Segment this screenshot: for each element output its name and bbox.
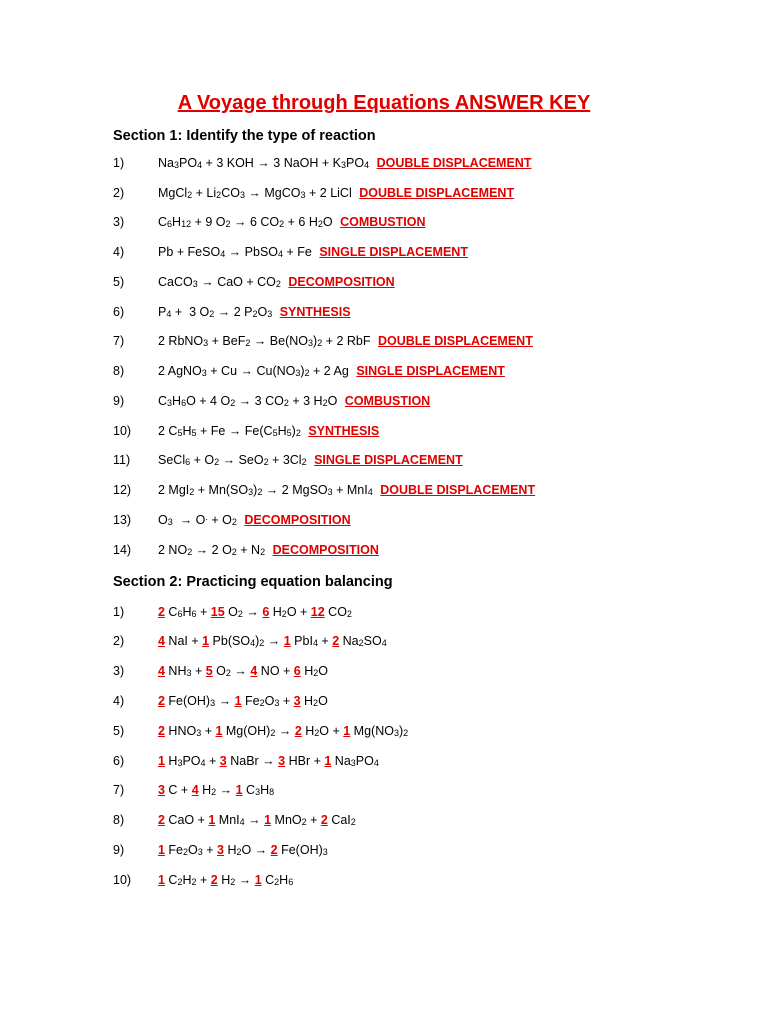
coefficient: 2 — [158, 694, 165, 708]
equation: 2 AgNO$_3$ + $Cu \to Cu(NO_3)_2 + 2$ Ag SINGLE DISPLACEMENT — [158, 364, 505, 378]
answer: SYNTHESIS — [308, 424, 380, 438]
page-title: A Voyage through Equations ANSWER KEY — [177, 92, 591, 114]
equation: 2 $NO_2 \to 2$ $O_2 + N_2$ DECOMPOSITION — [158, 543, 379, 557]
equation: 2 $C_6H_6 + 15$ $O_2 \to 6$ $H_2O + 12$ $CO_2$ — [158, 605, 352, 619]
answer: DOUBLE DISPLACEMENT — [359, 186, 515, 200]
coefficient: 1 — [324, 754, 332, 768]
equation: 2 RbNO$_3$ + $BeF_2 \to Be(NO_3)_2 + 2$ RbF DOUBLE DISPLACEMENT — [158, 334, 533, 348]
item-number: 10) — [113, 424, 132, 438]
item-number: 6) — [113, 305, 125, 319]
item-number: 12) — [113, 483, 132, 497]
coefficient: 4 — [250, 664, 258, 678]
equation: 1 $C_2H_2 + 2$ $H_2 \to 1$ $C_2H_6$ — [158, 873, 294, 887]
coefficient: 6 — [262, 605, 270, 619]
equation: $O_3 \to O^. + O_2$ DECOMPOSITION — [158, 512, 351, 527]
answer: DECOMPOSITION — [288, 275, 395, 289]
equation: 2 $C_5H_5 + Fe \to Fe(C_5H_5)_2$ SYNTHESIS — [158, 424, 380, 438]
item-number: 1) — [113, 156, 125, 170]
answer: DECOMPOSITION — [244, 513, 351, 527]
coefficient: 3 — [217, 843, 224, 857]
item-number: 2) — [113, 634, 125, 648]
item-number: 13) — [113, 513, 132, 527]
answer: DOUBLE DISPLACEMENT — [376, 156, 532, 170]
coefficient: 3 — [293, 694, 301, 708]
coefficient: 3 — [158, 783, 165, 797]
coefficient: 4 — [191, 783, 199, 797]
coefficient: 1 — [234, 694, 242, 708]
coefficient: 3 — [219, 754, 227, 768]
answer: DOUBLE DISPLACEMENT — [380, 483, 536, 497]
equation: 4 $NH_3 + 5$ $O_2 \to 4$ NO + 6 $H_2O$ — [158, 664, 328, 678]
equation: 2 $HNO_3 + 1$ $Mg(OH)_2 \to 2$ $H_2O + 1$ $Mg(NO_3)_2$ — [158, 724, 409, 738]
coefficient: 1 — [264, 813, 272, 827]
equation: $P_4 + 3$ $O_2 \to 2$ $P_2O_3$ SYNTHESIS — [158, 305, 351, 319]
coefficient: 15 — [210, 605, 225, 619]
section-2-heading: Section 2: Practicing equation balancing — [113, 574, 393, 590]
answer: SINGLE DISPLACEMENT — [356, 364, 505, 378]
equation: Pb + FeSO$_4$ → PbSO$_4$ + Fe SINGLE DISPLACEMENT — [158, 245, 468, 259]
answer: DECOMPOSITION — [272, 543, 379, 557]
equation: $Na_3PO_4 + 3$ KOH → 3 NaOH + $K_3PO_4$ DOUBLE DISPLACEMENT — [158, 156, 532, 170]
coefficient: 2 — [158, 605, 165, 619]
item-number: 7) — [113, 783, 125, 797]
coefficient: 2 — [294, 724, 302, 738]
item-number: 14) — [113, 543, 132, 557]
coefficient: 1 — [343, 724, 351, 738]
equation: 4 NaI + 1 $Pb(SO_4)_2 \to 1$ PbI$_4$ + 2 $Na_2SO_4$ — [158, 634, 387, 648]
item-number: 5) — [113, 275, 125, 289]
coefficient: 1 — [254, 873, 262, 887]
answer: SINGLE DISPLACEMENT — [314, 453, 463, 467]
coefficient: 1 — [202, 634, 210, 648]
coefficient: 2 — [158, 813, 165, 827]
answer: SYNTHESIS — [279, 305, 351, 319]
section-1-heading: Section 1: Identify the type of reaction — [113, 128, 376, 144]
equation: SeCl$_6$ + $O_2 \to SeO_2 + 3Cl_2$ SINGLE DISPLACEMENT — [158, 453, 463, 467]
item-number: 8) — [113, 364, 125, 378]
answer: COMBUSTION — [340, 215, 426, 229]
item-number: 6) — [113, 754, 125, 768]
item-number: 7) — [113, 334, 125, 348]
equation: 1 $H_3PO_4 + 3$ NaBr → 3 HBr + 1 $Na_3PO_4$ — [158, 754, 379, 768]
coefficient: 4 — [158, 664, 165, 678]
equation: 2 CaO + 1 MnI$_4$ → 1 MnO$_2$ + 2 CaI$_2$ — [158, 813, 356, 827]
coefficient: 2 — [332, 634, 340, 648]
equation: 3 C + 4 $H_2 \to 1$ $C_3H_8$ — [158, 783, 275, 797]
coefficient: 2 — [270, 843, 278, 857]
coefficient: 6 — [293, 664, 301, 678]
coefficient: 1 — [283, 634, 291, 648]
item-number: 5) — [113, 724, 125, 738]
equation: $C_3H_6O + 4$ $O_2 \to 3$ $CO_2 + 3$ $H_2O$ COMBUSTION — [158, 394, 431, 408]
coefficient: 1 — [208, 813, 216, 827]
equation: 2 $Fe(OH)_3 \to 1$ $Fe_2O_3 + 3$ $H_2O$ — [158, 694, 328, 708]
coefficient: 5 — [205, 664, 213, 678]
coefficient: 2 — [158, 724, 165, 738]
item-number: 4) — [113, 245, 125, 259]
coefficient: 1 — [215, 724, 223, 738]
coefficient: 12 — [310, 605, 325, 619]
item-number: 8) — [113, 813, 125, 827]
coefficient: 4 — [158, 634, 165, 648]
coefficient: 2 — [320, 813, 328, 827]
item-number: 11) — [113, 453, 131, 467]
item-number: 9) — [113, 843, 125, 857]
item-number: 1) — [113, 605, 125, 619]
item-number: 2) — [113, 186, 125, 200]
answer: DOUBLE DISPLACEMENT — [377, 334, 533, 348]
answer: COMBUSTION — [344, 394, 431, 408]
equation: MgCl$_2$ + $Li_2CO_3$ → MgCO$_3$ + 2 LiCl DOUBLE DISPLACEMENT — [158, 186, 515, 200]
item-number: 9) — [113, 394, 125, 408]
item-number: 10) — [113, 873, 132, 887]
item-number: 3) — [113, 215, 125, 229]
coefficient: 1 — [158, 843, 165, 857]
equation: $C_6H_{12} + 9$ $O_2 \to 6$ $CO_2 + 6$ $H_2O$ COMBUSTION — [158, 215, 426, 229]
item-number: 3) — [113, 664, 125, 678]
equation: CaCO$_3$ → CaO + $CO_2$ DECOMPOSITION — [158, 275, 395, 289]
coefficient: 3 — [278, 754, 286, 768]
answer: SINGLE DISPLACEMENT — [319, 245, 468, 259]
coefficient: 1 — [158, 873, 165, 887]
item-number: 4) — [113, 694, 125, 708]
coefficient: 1 — [158, 754, 165, 768]
equation: 1 $Fe_2O_3 + 3$ $H_2O \to 2$ $Fe(OH)_3$ — [158, 843, 328, 857]
equation: 2 $MgI_2 + Mn(SO_3)_2 \to 2$ MgSO$_3$ + MnI$_4$ DOUBLE DISPLACEMENT — [158, 483, 536, 497]
coefficient: 2 — [210, 873, 218, 887]
coefficient: 1 — [235, 783, 243, 797]
